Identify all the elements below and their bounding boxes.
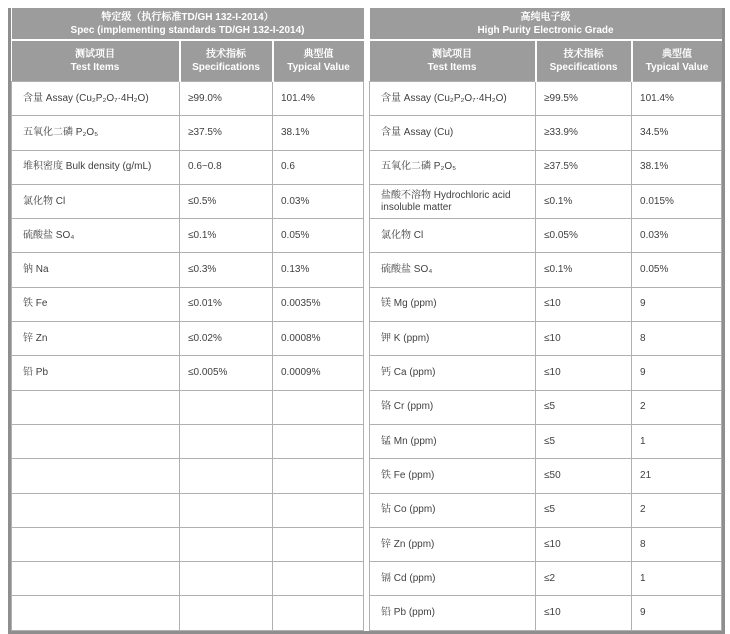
table-row (12, 150, 364, 184)
cell-typical: 2 (632, 493, 722, 527)
table-row (12, 116, 364, 150)
cell-typical (273, 493, 364, 527)
cell-spec: ≤0.1% (536, 184, 632, 218)
cell-spec: ≥33.9% (536, 116, 632, 150)
table-row (370, 184, 722, 218)
cell-spec (180, 596, 273, 630)
grade-title (12, 8, 364, 40)
cell-item: 钾 K (ppm) (370, 322, 536, 356)
table-row (370, 253, 722, 287)
cell-spec: ≤0.05% (536, 219, 632, 253)
cell-spec: ≤0.3% (180, 253, 273, 287)
cell-spec: ≤0.1% (180, 219, 273, 253)
cell-typical: 1 (632, 424, 722, 458)
cell-spec: ≤5 (536, 493, 632, 527)
cell-item (12, 596, 180, 630)
cell-item (12, 390, 180, 424)
table-row (12, 459, 364, 493)
cell-typical: 9 (632, 287, 722, 321)
table-row (370, 287, 722, 321)
cell-spec: ≥99.0% (180, 82, 273, 116)
cell-typical: 0.13% (273, 253, 364, 287)
cell-item: 锌 Zn (ppm) (370, 527, 536, 561)
column-header-zh: 典型值 (303, 49, 334, 60)
cell-item: 氯化物 Cl (12, 184, 180, 218)
table-row (370, 562, 722, 596)
cell-item (12, 459, 180, 493)
cell-item: 铅 Pb (ppm) (370, 596, 536, 630)
cell-typical: 9 (632, 596, 722, 630)
table-row (370, 356, 722, 390)
table-row (370, 527, 722, 561)
grade-title-en: High Purity Electronic Grade (477, 24, 614, 36)
table-row (12, 562, 364, 596)
grade-title (370, 8, 722, 40)
cell-typical: 0.03% (632, 219, 722, 253)
column-header-zh: 技术指标 (206, 49, 246, 60)
table-row (12, 82, 364, 116)
cell-item: 钙 Ca (ppm) (370, 356, 536, 390)
column-header-row (12, 40, 364, 82)
cell-typical: 0.6 (273, 150, 364, 184)
column-header-typical-value (632, 40, 722, 82)
cell-item: 硫酸盐 SO₄ (12, 219, 180, 253)
column-header-zh: 测试项目 (75, 49, 115, 60)
column-header-en: Specifications (192, 62, 260, 73)
table-row (12, 219, 364, 253)
cell-typical: 21 (632, 459, 722, 493)
table-row (370, 150, 722, 184)
column-header-en: Test Items (70, 62, 120, 73)
cell-spec: ≤10 (536, 287, 632, 321)
cell-spec (180, 424, 273, 458)
cell-typical: 0.0009% (273, 356, 364, 390)
cell-spec: ≤5 (536, 424, 632, 458)
cell-typical (273, 562, 364, 596)
cell-item: 铅 Pb (12, 356, 180, 390)
cell-item: 堆积密度 Bulk density (g/mL) (12, 150, 180, 184)
cell-typical: 0.0008% (273, 322, 364, 356)
table-row (370, 424, 722, 458)
cell-spec: ≥99.5% (536, 82, 632, 116)
column-header-en: Typical Value (645, 62, 709, 73)
cell-item: 锌 Zn (12, 322, 180, 356)
table-row (12, 527, 364, 561)
column-header-specifications (180, 40, 273, 82)
cell-item: 钠 Na (12, 253, 180, 287)
cell-item (12, 493, 180, 527)
column-header-en: Typical Value (287, 62, 350, 73)
table-row (12, 424, 364, 458)
cell-item: 镉 Cd (ppm) (370, 562, 536, 596)
cell-spec: ≤10 (536, 322, 632, 356)
table-row (12, 596, 364, 630)
cell-spec: ≤0.5% (180, 184, 273, 218)
cell-typical: 1 (632, 562, 722, 596)
table-row (12, 287, 364, 321)
cell-item: 氯化物 Cl (370, 219, 536, 253)
cell-spec: ≤10 (536, 596, 632, 630)
cell-typical: 101.4% (632, 82, 722, 116)
cell-typical: 2 (632, 390, 722, 424)
cell-item: 含量 Assay (Cu₂P₂O₇·4H₂O) (370, 82, 536, 116)
cell-item: 五氧化二磷 P₂O₅ (12, 116, 180, 150)
cell-typical: 0.03% (273, 184, 364, 218)
table-row (12, 390, 364, 424)
cell-spec: ≤2 (536, 562, 632, 596)
cell-spec: ≤5 (536, 390, 632, 424)
cell-typical (273, 459, 364, 493)
cell-spec: ≤0.005% (180, 356, 273, 390)
grade-title-zh: 特定级（执行标准TD/GH 132-I-2014） (101, 11, 274, 23)
cell-spec: ≤0.1% (536, 253, 632, 287)
grade-header-row (12, 8, 364, 40)
cell-item (12, 527, 180, 561)
cell-item: 硫酸盐 SO₄ (370, 253, 536, 287)
cell-typical: 0.0035% (273, 287, 364, 321)
table-row (370, 596, 722, 630)
cell-spec: ≤10 (536, 356, 632, 390)
cell-typical (273, 527, 364, 561)
cell-typical: 34.5% (632, 116, 722, 150)
table-row (370, 219, 722, 253)
cell-item: 锰 Mn (ppm) (370, 424, 536, 458)
cell-item: 铁 Fe (12, 287, 180, 321)
cell-typical: 101.4% (273, 82, 364, 116)
cell-item (12, 424, 180, 458)
column-header-zh: 典型值 (662, 49, 693, 60)
cell-typical (273, 424, 364, 458)
grade-title-zh: 高纯电子级 (520, 11, 571, 23)
cell-item: 盐酸不溶物 Hydrochloric acid insoluble matter (370, 184, 536, 218)
table-row (12, 356, 364, 390)
cell-spec (180, 493, 273, 527)
cell-item: 铁 Fe (ppm) (370, 459, 536, 493)
cell-item: 铬 Cr (ppm) (370, 390, 536, 424)
table-row (12, 493, 364, 527)
cell-spec: ≥37.5% (180, 116, 273, 150)
column-header-en: Test Items (427, 62, 477, 73)
cell-typical (273, 390, 364, 424)
column-header-test-items (370, 40, 536, 82)
cell-typical: 9 (632, 356, 722, 390)
cell-typical: 0.05% (273, 219, 364, 253)
column-header-en: Specifications (549, 62, 618, 73)
cell-item: 五氧化二磷 P₂O₅ (370, 150, 536, 184)
cell-typical: 8 (632, 322, 722, 356)
spec-grade-table (11, 8, 364, 631)
table-row (12, 184, 364, 218)
table-row (370, 116, 722, 150)
table-row (370, 390, 722, 424)
column-header-zh: 测试项目 (432, 49, 473, 60)
cell-typical: 38.1% (273, 116, 364, 150)
cell-spec: ≤10 (536, 527, 632, 561)
cell-spec: ≤0.02% (180, 322, 273, 356)
cell-item: 镁 Mg (ppm) (370, 287, 536, 321)
cell-typical (273, 596, 364, 630)
cell-spec (180, 527, 273, 561)
high-purity-grade-table (369, 8, 722, 631)
table-row (370, 322, 722, 356)
spec-grade-table-body (12, 82, 364, 631)
cell-spec (180, 562, 273, 596)
cell-spec: 0.6~0.8 (180, 150, 273, 184)
cell-item: 含量 Assay (Cu₂P₂O₇·4H₂O) (12, 82, 180, 116)
cell-spec: ≤50 (536, 459, 632, 493)
cell-item: 含量 Assay (Cu) (370, 116, 536, 150)
column-header-row (370, 40, 722, 82)
table-row (370, 82, 722, 116)
cell-spec: ≥37.5% (536, 150, 632, 184)
cell-typical: 8 (632, 527, 722, 561)
tables-wrap (8, 8, 725, 634)
table-row (370, 459, 722, 493)
grade-title-en: Spec (implementing standards TD/GH 132-I-2014) (70, 24, 305, 36)
column-header-test-items (12, 40, 180, 82)
cell-typical: 0.05% (632, 253, 722, 287)
column-header-zh: 技术指标 (563, 49, 604, 60)
table-row (12, 253, 364, 287)
column-header-typical-value (273, 40, 364, 82)
table-row (370, 493, 722, 527)
cell-spec (180, 390, 273, 424)
grade-header-row (370, 8, 722, 40)
cell-spec (180, 459, 273, 493)
table-row (12, 322, 364, 356)
cell-spec: ≤0.01% (180, 287, 273, 321)
cell-typical: 0.015% (632, 184, 722, 218)
cell-typical: 38.1% (632, 150, 722, 184)
column-header-specifications (536, 40, 632, 82)
cell-item: 钴 Co (ppm) (370, 493, 536, 527)
high-purity-grade-table-body (370, 82, 722, 631)
cell-item (12, 562, 180, 596)
